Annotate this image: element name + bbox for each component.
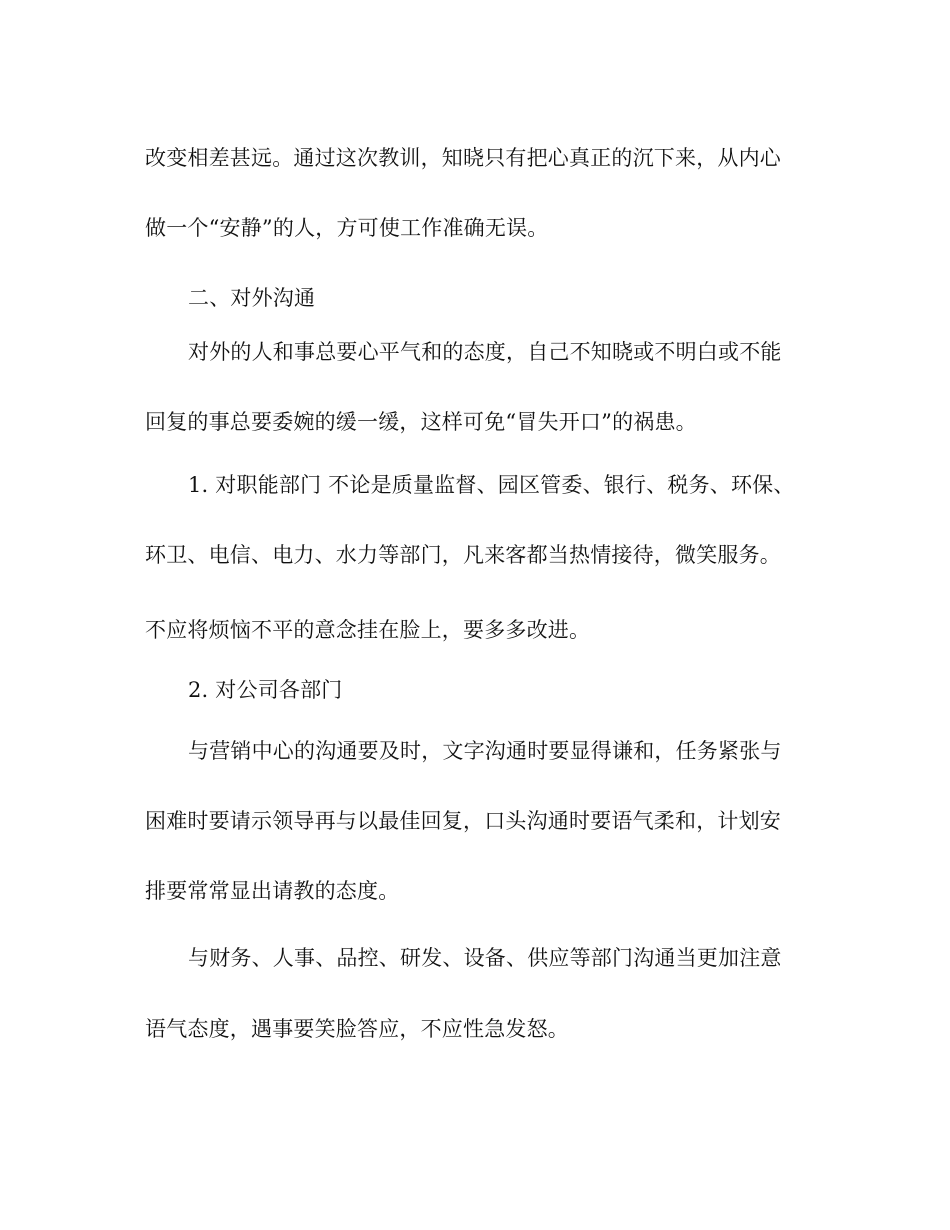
text-line: 环卫、电信、电力、水力等部门，凡来客都当热情接待，微笑服务。 <box>145 543 781 567</box>
list-item-heading: 1. 对职能部门 不论是质量监督、园区管委、银行、税务、环保、 <box>188 473 795 497</box>
text-line: 与营销中心的沟通要及时，文字沟通时要显得谦和，任务紧张与 <box>188 739 782 763</box>
list-item-heading: 2. 对公司各部门 <box>188 678 343 702</box>
text-line: 排要常常显出请教的态度。 <box>145 879 400 903</box>
text-line: 不应将烦恼不平的意念挂在脸上，要多多改进。 <box>145 618 591 642</box>
text-line: 回复的事总要委婉的缓一缓，这样可免“冒失开口”的祸患。 <box>145 410 697 434</box>
section-heading: 二、对外沟通 <box>188 286 316 310</box>
text-line: 困难时要请示领导再与以最佳回复，口头沟通时要语气柔和，计划安 <box>145 809 781 833</box>
text-line: 语气态度，遇事要笑脸答应，不应性急发怒。 <box>145 1017 569 1041</box>
text-line: 做一个“安静”的人，方可使工作准确无误。 <box>145 216 549 240</box>
text-line: 与财务、人事、品控、研发、设备、供应等部门沟通当更加注意 <box>188 946 782 970</box>
text-line: 对外的人和事总要心平气和的态度，自己不知晓或不明白或不能 <box>188 340 782 364</box>
text-line: 改变相差甚远。通过这次教训，知晓只有把心真正的沉下来，从内心 <box>145 146 781 170</box>
